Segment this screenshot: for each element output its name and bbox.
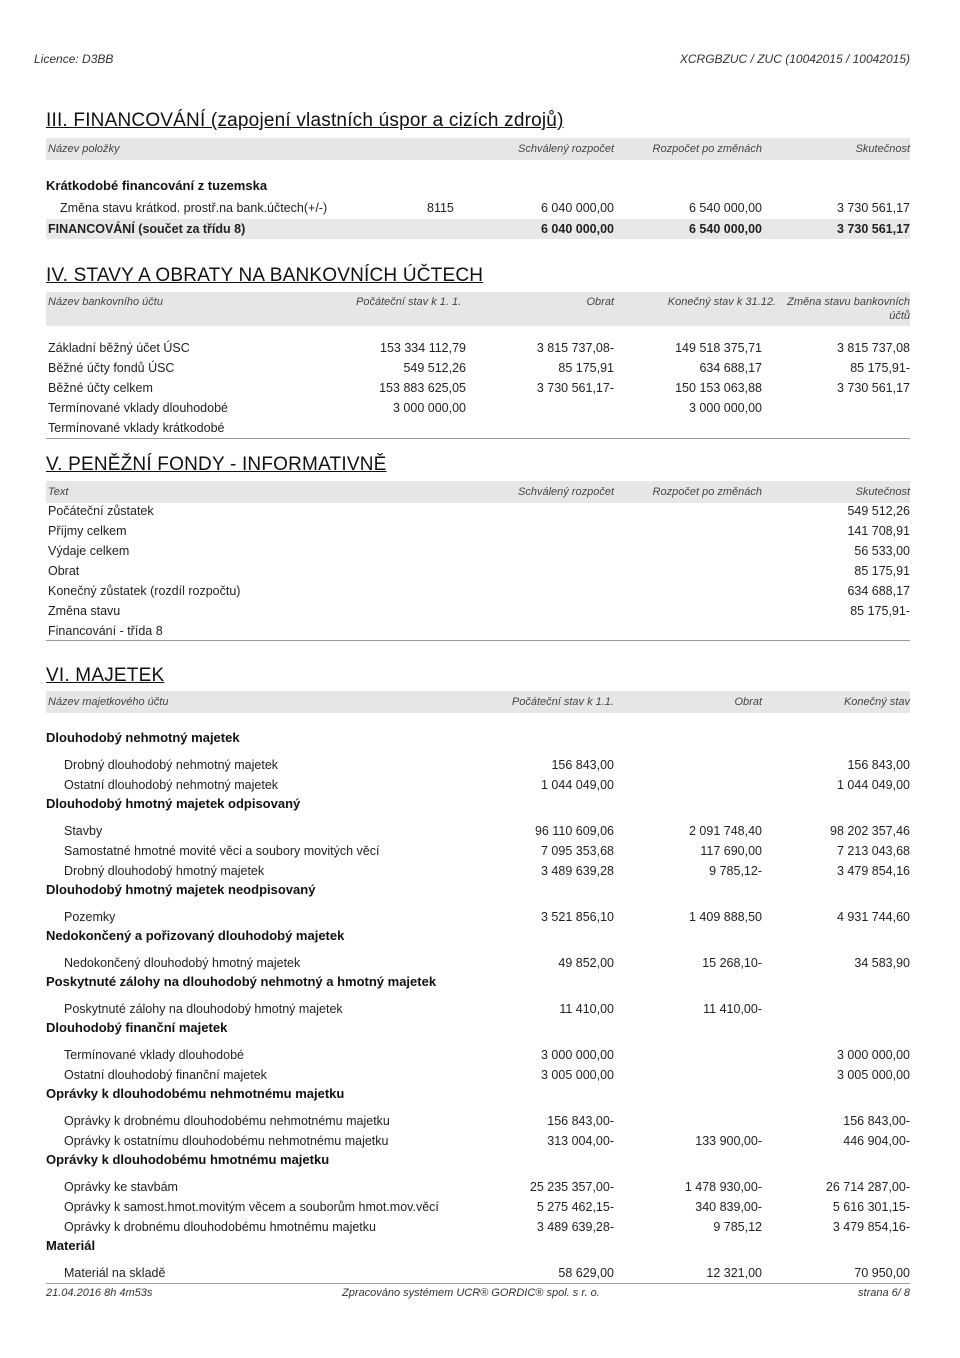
table-row — [46, 561, 910, 581]
final-balance: 98 202 357,46 — [830, 824, 910, 838]
asset-account-name: Pozemky — [64, 910, 116, 924]
initial-balance: 25 235 357,00- — [529, 1180, 614, 1194]
section-majetek-title: VI. MAJETEK — [46, 665, 165, 686]
footer-divider — [46, 1283, 910, 1284]
final-balance: 3 000 000,00 — [689, 401, 762, 415]
asset-account-name: Ostatní dlouhodobý finanční majetek — [64, 1068, 267, 1082]
asset-account-name: Oprávky k drobnému dlouhodobému nehmotnému majetku — [64, 1114, 390, 1128]
asset-account-name: Oprávky k samost.hmot.movitým věcem a souborům hmot.mov.věcí — [64, 1200, 439, 1214]
fund-item-value: 56 533,00 — [854, 544, 910, 558]
initial-balance: 153 883 625,05 — [379, 381, 466, 395]
fund-item-name: Výdaje celkem — [48, 544, 130, 558]
final-balance: 446 904,00- — [843, 1134, 910, 1148]
account-name: Běžné účty fondů ÚSC — [48, 361, 175, 375]
final-balance: 5 616 301,15- — [832, 1200, 910, 1214]
final-balance: 4 931 744,60 — [837, 910, 910, 924]
initial-balance: 11 410,00 — [559, 1002, 614, 1016]
table-row — [46, 501, 910, 521]
initial-balance: 153 334 112,79 — [380, 341, 466, 355]
table-row — [46, 907, 910, 927]
final-balance: 3 000 000,00 — [837, 1048, 910, 1062]
turnover: 1 478 930,00- — [684, 1180, 762, 1194]
asset-account-name: Drobný dlouhodobý hmotný majetek — [64, 864, 265, 878]
fund-item-name: Příjmy celkem — [48, 524, 127, 538]
final-balance: 3 479 854,16- — [832, 1220, 910, 1234]
turnover: 9 785,12 — [713, 1220, 762, 1234]
table-row — [46, 775, 910, 795]
asset-account-name: Materiál na skladě — [64, 1266, 166, 1280]
turnover: 3 815 737,08- — [536, 341, 614, 355]
table-row — [46, 1131, 910, 1151]
table-row — [46, 338, 910, 358]
asset-account-name: Nedokončený dlouhodobý hmotný majetek — [64, 956, 301, 970]
section-majetek-header: Název majetkového účtu Počáteční stav k 1.1. Obrat Konečný stav — [46, 691, 910, 713]
account-name: Základní běžný účet ÚSC — [48, 341, 190, 355]
asset-account-name: Termínované vklady dlouhodobé — [64, 1048, 244, 1062]
initial-balance: 156 843,00 — [551, 758, 614, 772]
balance-change: 3 730 561,17 — [837, 381, 910, 395]
fund-item-value: 85 175,91- — [850, 604, 910, 618]
table-row — [46, 999, 910, 1019]
initial-balance: 49 852,00 — [558, 956, 614, 970]
account-name: Běžné účty celkem — [48, 381, 153, 395]
turnover: 3 730 561,17- — [536, 381, 614, 395]
table-row — [46, 1065, 910, 1085]
table-row — [46, 841, 910, 861]
final-balance: 26 714 287,00- — [825, 1180, 910, 1194]
header-rozpocet: Rozpočet po změnách — [652, 143, 762, 155]
initial-balance: 156 843,00- — [547, 1114, 614, 1128]
final-balance: 7 213 043,68 — [837, 844, 910, 858]
table-row-total: FINANCOVÁNÍ (součet za třídu 8) 6 040 000,00 6 540 000,00 3 730 561,17 — [46, 219, 910, 239]
turnover: 1 409 888,50 — [689, 910, 762, 924]
asset-group-title: Dlouhodobý hmotný majetek neodpisovaný — [46, 882, 316, 897]
licence-label: Licence: D3BB — [34, 52, 114, 66]
asset-account-name: Drobný dlouhodobý nehmotný majetek — [64, 758, 279, 772]
final-balance: 70 950,00 — [854, 1266, 910, 1280]
asset-account-name: Oprávky k drobnému dlouhodobému hmotnému majetku — [64, 1220, 376, 1234]
table-row — [46, 398, 910, 418]
table-row — [46, 418, 910, 438]
asset-group-title: Materiál — [46, 1238, 96, 1253]
asset-group-title: Dlouhodobý nehmotný majetek — [46, 730, 240, 745]
table-row — [46, 521, 910, 541]
asset-group-title: Dlouhodobý finanční majetek — [46, 1020, 228, 1035]
asset-group-title: Poskytnuté zálohy na dlouhodobý nehmotný a hmotný majetek — [46, 974, 437, 989]
initial-balance: 3 005 000,00 — [541, 1068, 614, 1082]
table-row — [46, 541, 910, 561]
fund-item-name: Konečný zůstatek (rozdíl rozpočtu) — [48, 584, 241, 598]
turnover: 117 690,00 — [700, 844, 762, 858]
balance-change: 85 175,91- — [850, 361, 910, 375]
turnover: 12 321,00 — [706, 1266, 762, 1280]
turnover: 11 410,00- — [703, 1002, 762, 1016]
initial-balance: 5 275 462,15- — [536, 1200, 614, 1214]
asset-account-name: Ostatní dlouhodobý nehmotný majetek — [64, 778, 279, 792]
asset-account-name: Samostatné hmotné movité věci a soubory movitých věcí — [64, 844, 380, 858]
fund-item-value: 141 708,91 — [847, 524, 910, 538]
initial-balance: 549 512,26 — [403, 361, 466, 375]
final-balance: 3 005 000,00 — [837, 1068, 910, 1082]
table-row — [46, 1217, 910, 1237]
fund-item-value: 549 512,26 — [847, 504, 910, 518]
initial-balance: 3 489 639,28- — [536, 1220, 614, 1234]
section-fondy-header: Text Schválený rozpočet Rozpočet po změnách Skutečnost — [46, 481, 910, 503]
divider — [46, 438, 910, 439]
page-number: strana 6/ 8 — [858, 1287, 910, 1299]
initial-balance: 3 000 000,00 — [393, 401, 466, 415]
turnover: 9 785,12- — [709, 864, 762, 878]
asset-group-title: Oprávky k dlouhodobému hmotnému majetku — [46, 1152, 330, 1167]
header-nazev: Název položky — [48, 143, 120, 155]
section-bankovni-ucty-header: Název bankovního účtu Počáteční stav k 1. 1. Obrat Konečný stav k 31.12. Změna stavu bankovních účtů — [46, 292, 910, 326]
asset-account-name: Oprávky ke stavbám — [64, 1180, 178, 1194]
final-balance: 634 688,17 — [699, 361, 762, 375]
asset-account-name: Stavby — [64, 824, 103, 838]
final-balance: 149 518 375,71 — [675, 341, 762, 355]
table-row — [46, 621, 910, 641]
initial-balance: 1 044 049,00 — [541, 778, 614, 792]
initial-balance: 58 629,00 — [558, 1266, 614, 1280]
table-row — [46, 1197, 910, 1217]
table-row: Změna stavu krátkod. prostř.na bank.účtech(+/-) 8115 6 040 000,00 6 540 000,00 3 730 561,17 — [60, 201, 910, 215]
initial-balance: 3 521 856,10 — [541, 910, 614, 924]
fund-item-value: 85 175,91 — [854, 564, 910, 578]
header-schvaleny: Schválený rozpočet — [518, 143, 614, 155]
table-row — [46, 1263, 910, 1283]
turnover: 340 839,00- — [695, 1200, 762, 1214]
asset-group-title: Dlouhodobý hmotný majetek odpisovaný — [46, 796, 301, 811]
header-skutecnost: Skutečnost — [855, 143, 910, 155]
section-financovani-title: III. FINANCOVÁNÍ (zapojení vlastních úspor a cizích zdrojů) — [46, 110, 564, 131]
final-balance: 3 479 854,16 — [837, 864, 910, 878]
asset-group-title: Oprávky k dlouhodobému nehmotnému majetku — [46, 1086, 345, 1101]
turnover: 2 091 748,40 — [689, 824, 762, 838]
account-name: Termínované vklady krátkodobé — [48, 421, 225, 435]
turnover: 85 175,91 — [558, 361, 614, 375]
balance-change: 3 815 737,08 — [837, 341, 910, 355]
table-row — [46, 953, 910, 973]
initial-balance: 313 004,00- — [547, 1134, 614, 1148]
table-row — [46, 581, 910, 601]
report-code: XCRGBZUC / ZUC (10042015 / 10042015) — [679, 52, 910, 66]
table-row — [46, 1045, 910, 1065]
final-balance: 156 843,00- — [843, 1114, 910, 1128]
fund-item-name: Počáteční zůstatek — [48, 504, 154, 518]
section-bankovni-ucty-title: IV. STAVY A OBRATY NA BANKOVNÍCH ÚČTECH — [46, 265, 484, 286]
table-row — [46, 861, 910, 881]
initial-balance: 3 000 000,00 — [541, 1048, 614, 1062]
divider — [46, 640, 910, 641]
account-name: Termínované vklady dlouhodobé — [48, 401, 228, 415]
final-balance: 34 583,90 — [854, 956, 910, 970]
table-row — [46, 358, 910, 378]
initial-balance: 96 110 609,06 — [534, 824, 614, 838]
section-financovani-header — [46, 138, 910, 160]
initial-balance: 3 489 639,28 — [541, 864, 614, 878]
table-row — [46, 755, 910, 775]
final-balance: 1 044 049,00 — [837, 778, 910, 792]
final-balance: 156 843,00 — [847, 758, 910, 772]
table-row — [46, 1111, 910, 1131]
print-date: 21.04.2016 8h 4m53s — [46, 1287, 153, 1299]
fund-item-name: Obrat — [48, 564, 80, 578]
table-row — [46, 601, 910, 621]
fund-item-name: Financování - třída 8 — [48, 624, 163, 638]
final-balance: 150 153 063,88 — [675, 381, 762, 395]
asset-account-name: Oprávky k ostatnímu dlouhodobému nehmotnému majetku — [64, 1134, 389, 1148]
turnover: 133 900,00- — [695, 1134, 762, 1148]
table-row — [46, 821, 910, 841]
table-row — [46, 378, 910, 398]
fund-item-value: 634 688,17 — [847, 584, 910, 598]
initial-balance: 7 095 353,68 — [541, 844, 614, 858]
section-fondy-title: V. PENĚŽNÍ FONDY - INFORMATIVNĚ — [46, 454, 387, 475]
fund-item-name: Změna stavu — [48, 604, 121, 618]
group-title: Krátkodobé financování z tuzemska — [46, 178, 268, 193]
system-label: Zpracováno systémem UCR® GORDIC® spol. s r. o. — [342, 1287, 600, 1299]
turnover: 15 268,10- — [702, 956, 762, 970]
asset-group-title: Nedokončený a pořizovaný dlouhodobý majetek — [46, 928, 345, 943]
table-row — [46, 1177, 910, 1197]
asset-account-name: Poskytnuté zálohy na dlouhodobý hmotný majetek — [64, 1002, 343, 1016]
